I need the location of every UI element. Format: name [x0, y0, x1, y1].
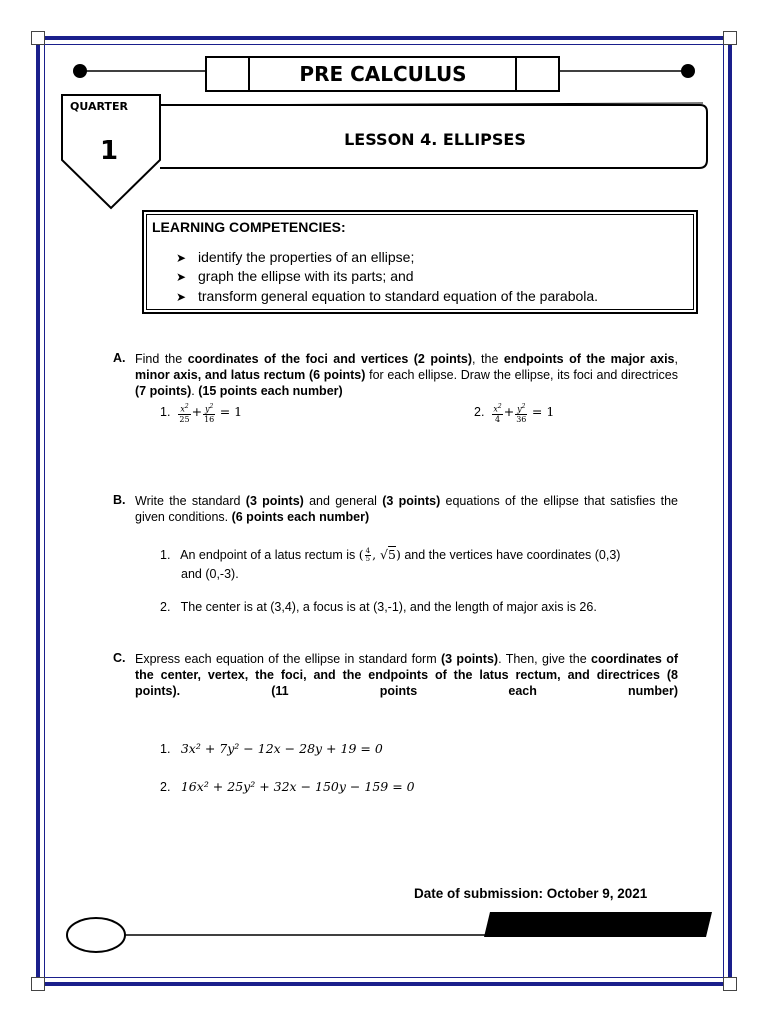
bullet-arrow-icon: ➤: [176, 270, 187, 284]
subject-title: PRE CALCULUS: [299, 62, 467, 86]
bullet-arrow-icon: ➤: [176, 251, 187, 265]
section-c-letter: C.: [113, 651, 126, 665]
competencies-title: LEARNING COMPETENCIES:: [152, 219, 346, 235]
section-a-item-1: 1. $\frac{x^2}{25}$ + $\frac{y^2}{16}$ = 1: [160, 403, 243, 424]
section-b-item-1: 1. An endpoint of a latus rectum is ( $\frac{4}{5}$ , √5) and the vertices have coordinates (0,3): [160, 547, 621, 564]
competency-item: ➤ graph the ellipse with its parts; and: [176, 268, 414, 284]
section-a-letter: A.: [113, 351, 126, 365]
section-a-item-2: 2. $\frac{x^2}{4}$ + $\frac{y^2}{36}$ = 1: [474, 403, 555, 424]
section-b-instructions: Write the standard (3 points) and general (3 points) equations of the ellipse that satisfies the given conditions. (6 points each number): [135, 494, 678, 524]
submission-date: Date of submission: October 9, 2021: [414, 886, 648, 901]
bullet-arrow-icon: ➤: [176, 290, 187, 304]
lesson-title: LESSON 4. ELLIPSES: [344, 130, 526, 149]
section-c-item-1: 1. 3x² + 7y² − 12x − 28y + 19 = 0: [160, 741, 383, 756]
quarter-label: QUARTER: [70, 100, 128, 113]
section-b-item-1-line2: and (0,-3).: [181, 567, 239, 581]
competency-item: ➤ transform general equation to standard equation of the parabola.: [176, 288, 599, 304]
section-b-letter: B.: [113, 493, 126, 507]
quarter-number: 1: [100, 136, 119, 166]
section-c-item-2: 2. 16x² + 25y² + 32x − 150y − 159 = 0: [160, 779, 415, 794]
section-c-instructions: Express each equation of the ellipse in standard form (3 points). Then, give the coordinates of the center, vertex, the foci, and the endpoints of the latus rectum, and directrices (8 points). (11 points each number): [135, 652, 678, 698]
section-b-item-2: 2. The center is at (3,4), a focus is at (3,-1), and the length of major axis is 26.: [160, 600, 597, 614]
section-a-instructions: Find the coordinates of the foci and vertices (2 points), the endpoints of the major axis, minor axis, and latus rectum (6 points) for each ellipse. Draw the ellipse, its foci and directrices (7 points). (15 points each number): [135, 352, 678, 398]
competency-item: ➤ identify the properties of an ellipse;: [176, 249, 415, 265]
